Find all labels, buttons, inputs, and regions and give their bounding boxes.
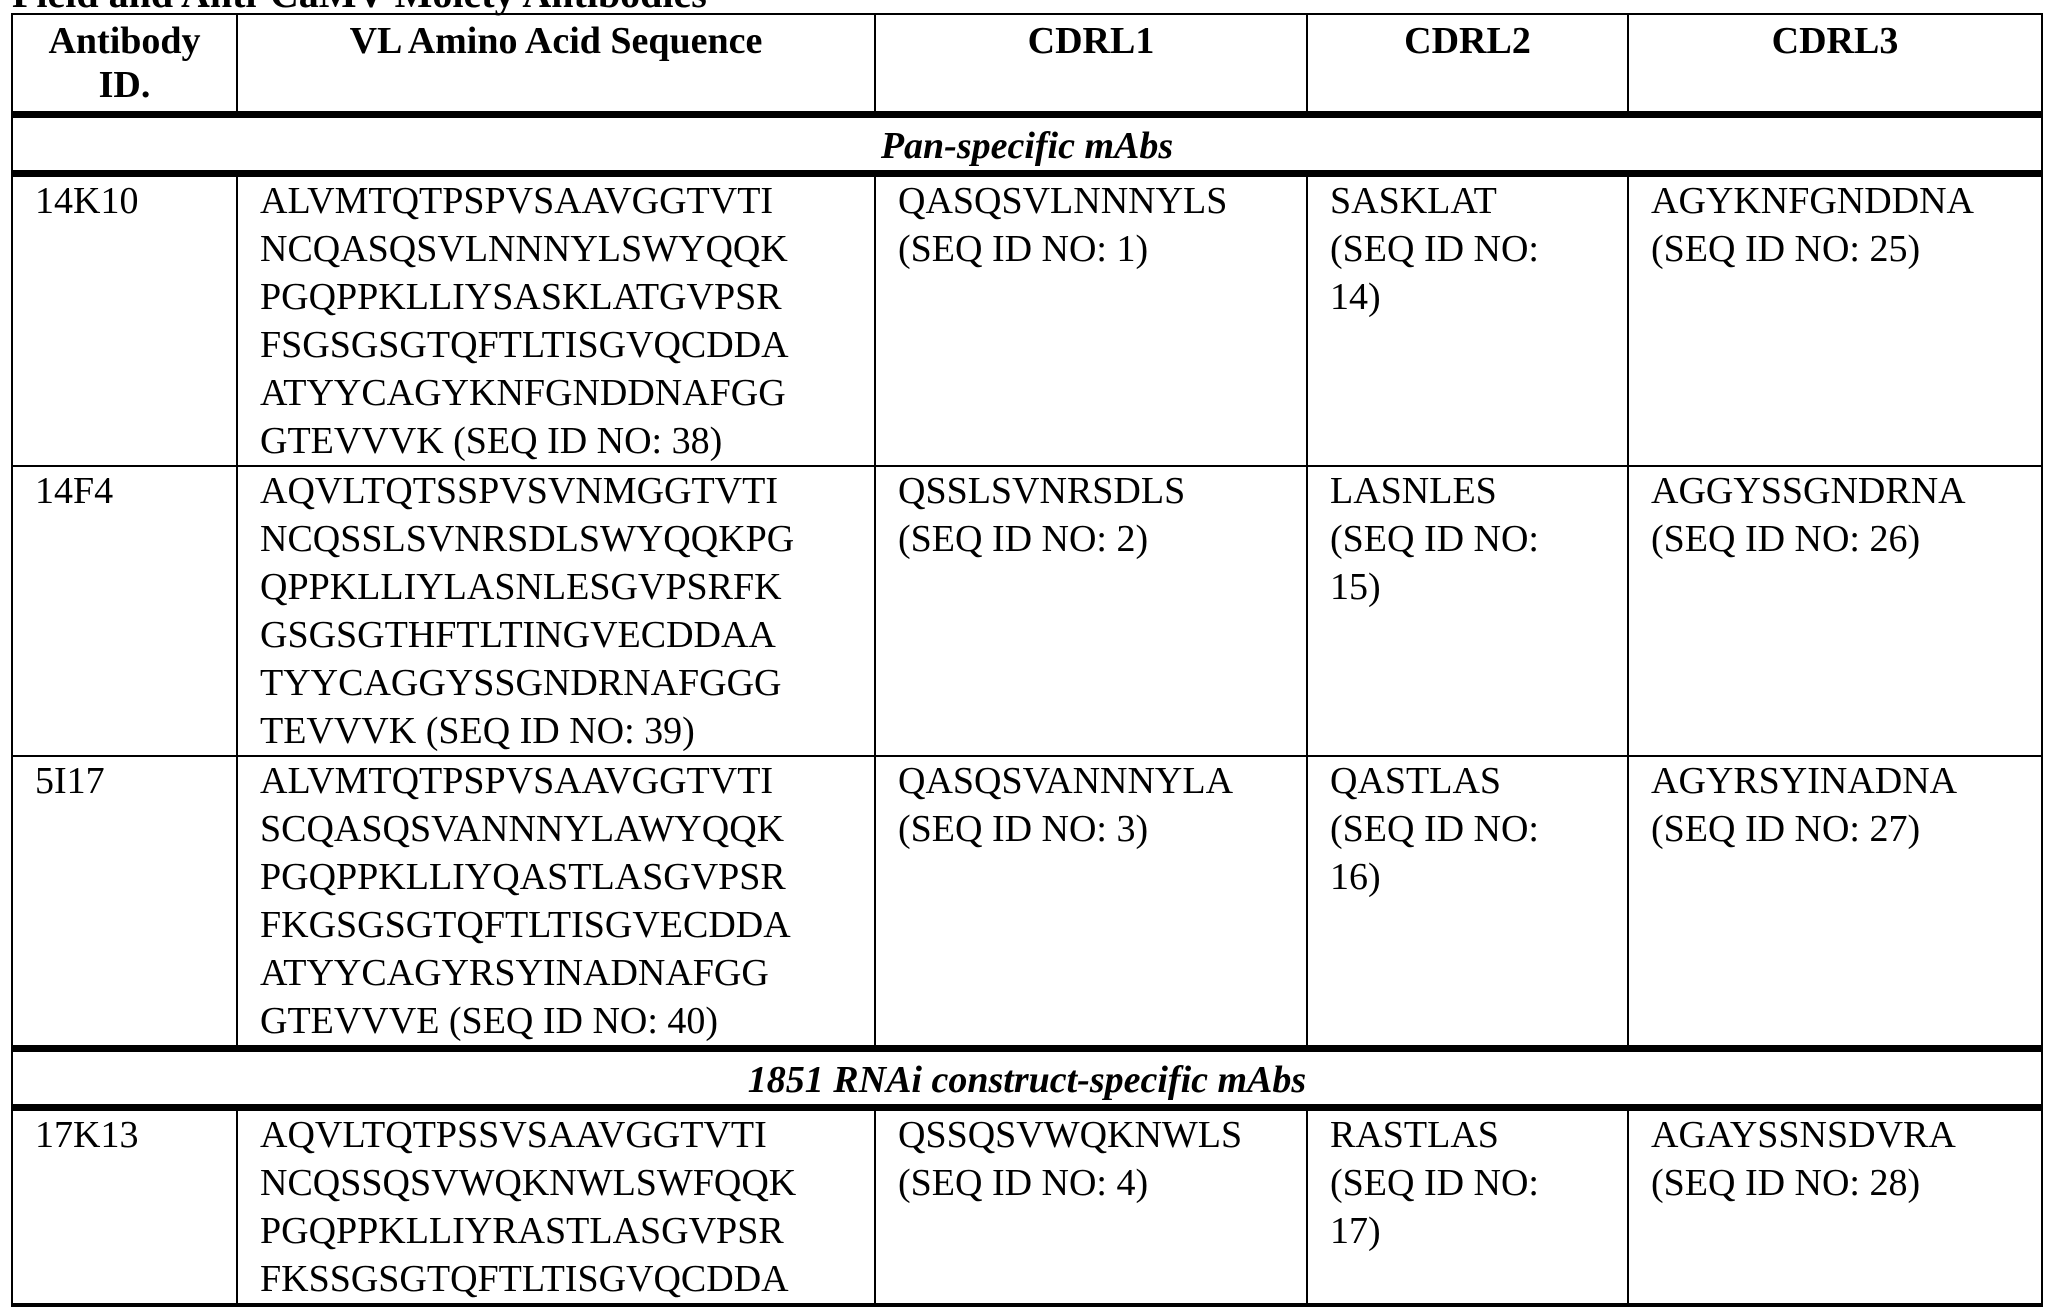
header-vl-sequence: VL Amino Acid Sequence xyxy=(237,14,875,115)
cdrl1: QSSLSVNRSDLS (SEQ ID NO: 2) xyxy=(875,466,1307,756)
header-cdrl3: CDRL3 xyxy=(1628,14,2042,115)
section-row xyxy=(12,1049,2042,1108)
vl-sequence: AQVLTQTSSPVSVNMGGTVTI NCQSSLSVNRSDLSWYQQKPG QPPKLLIYLASNLESGVPSRFK GSGSGTHFTLTINGVECDDAA TYYCAGGYSSGNDRNAFGGG TEVVVK (SEQ ID NO: 39) xyxy=(237,466,875,756)
cdrl2: QASTLAS (SEQ ID NO: 16) xyxy=(1307,756,1628,1049)
table-row xyxy=(12,174,2042,467)
cdrl2: RASTLAS (SEQ ID NO: 17) xyxy=(1307,1108,1628,1306)
cdrl2: LASNLES (SEQ ID NO: 15) xyxy=(1307,466,1628,756)
section-row xyxy=(12,115,2042,174)
header-cdrl2: CDRL2 xyxy=(1307,14,1628,115)
table-row xyxy=(12,1108,2042,1306)
antibody-vl-table xyxy=(11,13,2043,1307)
antibody-id: 5I17 xyxy=(12,756,237,1049)
cdrl3: AGYRSYINADNA (SEQ ID NO: 27) xyxy=(1628,756,2042,1049)
antibody-id: 14K10 xyxy=(12,174,237,467)
vl-sequence: ALVMTQTPSPVSAAVGGTVTI NCQASQSVLNNNYLSWYQQK PGQPPKLLIYSASKLATGVPSR FSGSGSGTQFTLTISGVQCDDA ATYYCAGYKNFGNDDNAFGG GTEVVVK (SEQ ID NO: 38) xyxy=(237,174,875,467)
cdrl1: QASQSVANNNYLA (SEQ ID NO: 3) xyxy=(875,756,1307,1049)
vl-sequence: AQVLTQTPSSVSAAVGGTVTI NCQSSQSVWQKNWLSWFQQK PGQPPKLLIYRASTLASGVPSR FKSSGSGTQFTLTISGVQCDDA xyxy=(237,1108,875,1306)
cdrl3: AGYKNFGNDDNA (SEQ ID NO: 25) xyxy=(1628,174,2042,467)
antibody-id: 17K13 xyxy=(12,1108,237,1306)
antibody-id: 14F4 xyxy=(12,466,237,756)
cdrl3: AGGYSSGNDRNA (SEQ ID NO: 26) xyxy=(1628,466,2042,756)
cdrl2: SASKLAT (SEQ ID NO: 14) xyxy=(1307,174,1628,467)
vl-sequence: ALVMTQTPSPVSAAVGGTVTI SCQASQSVANNNYLAWYQQK PGQPPKLLIYQASTLASGVPSR FKGSGSGTQFTLTISGVECDDA ATYYCAGYRSYINADNAFGG GTEVVVE (SEQ ID NO: 40) xyxy=(237,756,875,1049)
header-cdrl1: CDRL1 xyxy=(875,14,1307,115)
cdrl3: AGAYSSNSDVRA (SEQ ID NO: 28) xyxy=(1628,1108,2042,1306)
section-label: 1851 RNAi construct-specific mAbs xyxy=(12,1049,2042,1108)
header-row xyxy=(12,14,2042,115)
cdrl1: QASQSVLNNNYLS (SEQ ID NO: 1) xyxy=(875,174,1307,467)
section-label: Pan-specific mAbs xyxy=(12,115,2042,174)
table-row xyxy=(12,466,2042,756)
cdrl1: QSSQSVWQKNWLS (SEQ ID NO: 4) xyxy=(875,1108,1307,1306)
table-row xyxy=(12,756,2042,1049)
header-antibody-id: Antibody ID. xyxy=(12,14,237,115)
